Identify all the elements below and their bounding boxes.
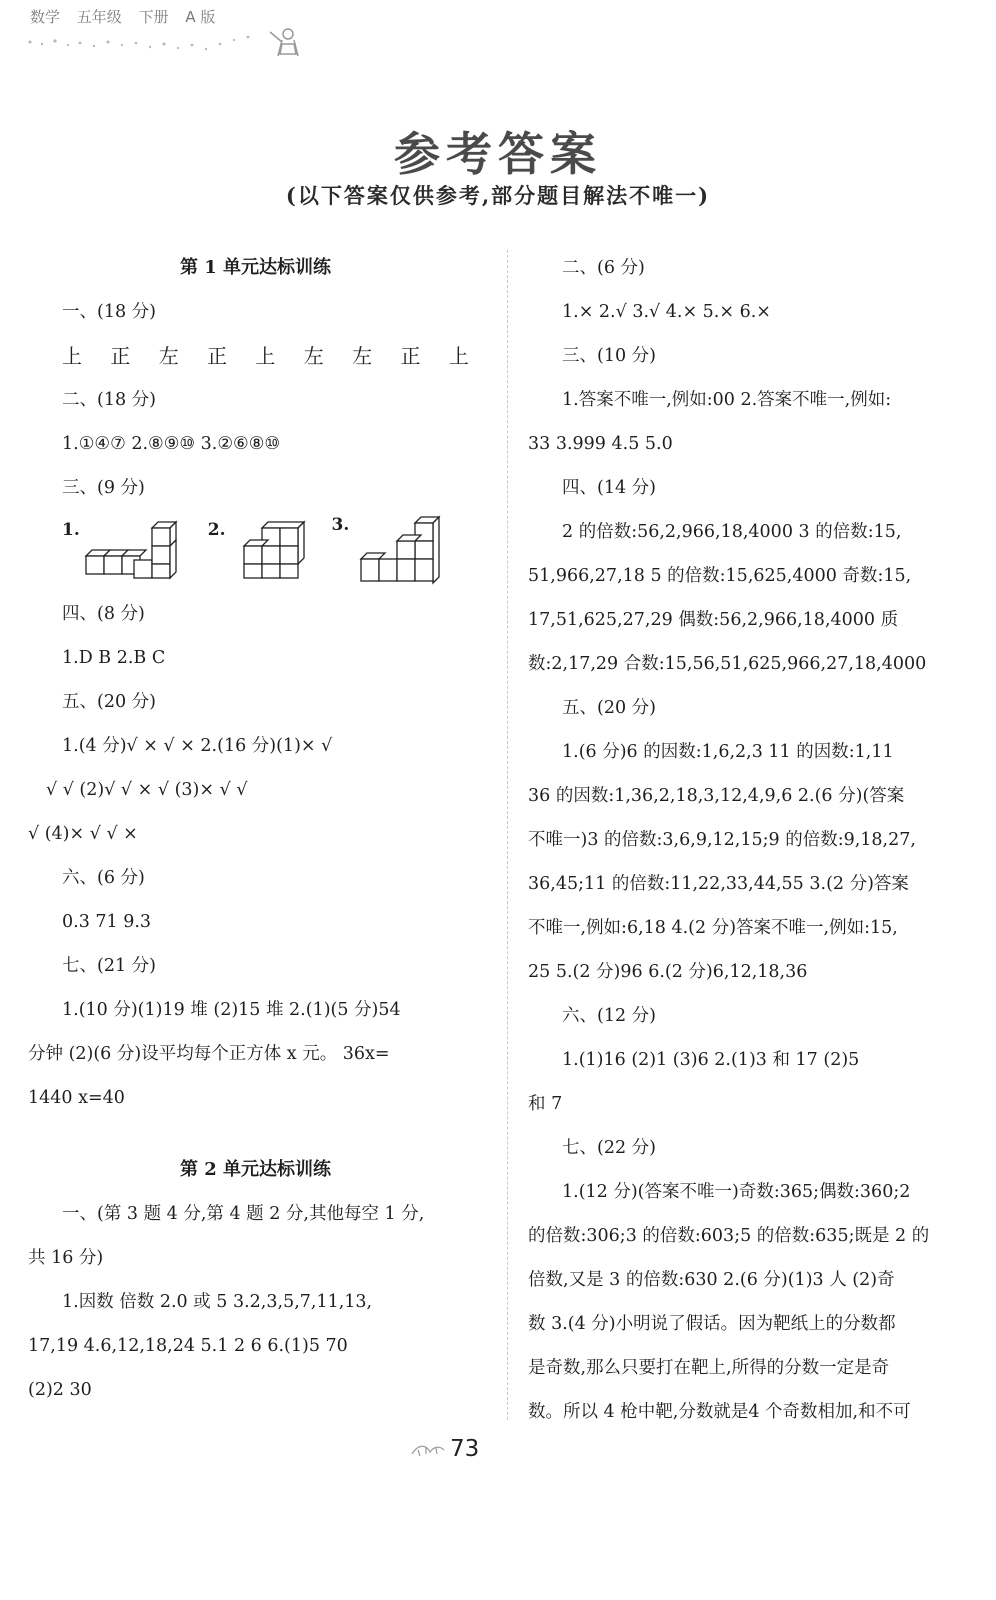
column-divider [507, 250, 508, 1420]
page-subtitle: (以下答案仅供参考,部分题目解法不唯一) [285, 183, 711, 208]
right-column [528, 246, 966, 1434]
answer-line: 数 3.(4 分)小明说了假话。因为靶纸上的分数都 [528, 1314, 896, 1334]
unit1-title: 第 1 单元达标训练 [179, 257, 332, 278]
section-heading: 五、(20 分) [62, 692, 156, 712]
answer-line: 1.(1)16 (2)1 (3)6 2.(1)3 和 17 (2)5 [562, 1050, 860, 1070]
answer-line: 1.(12 分)(答案不唯一)奇数:365;偶数:360;2 [562, 1182, 911, 1202]
answer-line: 1.× 2.√ 3.√ 4.× 5.× 6.× [562, 302, 771, 322]
answer-line: 1.D B 2.B C [62, 648, 166, 668]
answer-line: 和 7 [528, 1094, 563, 1114]
section-heading: 二、(6 分) [562, 258, 645, 278]
header-subject: 数学 [30, 8, 61, 26]
cube-figure-1 [62, 520, 182, 582]
section-heading: 四、(14 分) [562, 478, 656, 498]
cube-label: 2. [207, 520, 226, 540]
answer-line: 不唯一)3 的倍数:3,6,9,12,15;9 的倍数:9,18,27, [528, 830, 916, 850]
cube-label: 1. [62, 520, 80, 540]
section-heading: 六、(12 分) [562, 1006, 656, 1026]
page-header [30, 6, 227, 27]
section-heading: 七、(22 分) [562, 1138, 656, 1158]
answer-line: 数:2,17,29 合数:15,56,51,625,966,27,18,4000 [528, 654, 927, 674]
section-heading: 三、(9 分) [62, 478, 145, 498]
answer-line: 51,966,27,18 5 的倍数:15,625,4000 奇数:15, [528, 566, 912, 586]
answer-line: 36,45;11 的倍数:11,22,33,44,55 3.(2 分)答案 [528, 874, 909, 894]
answer-line: 0.3 71 9.3 [62, 912, 152, 932]
section-heading: 七、(21 分) [62, 956, 156, 976]
section-heading: 一、(第 3 题 4 分,第 4 题 2 分,其他每空 1 分, [62, 1204, 425, 1224]
header-grade: 五年级 [76, 8, 122, 26]
answer-line: 1440 x=40 [28, 1088, 125, 1108]
left-column [28, 246, 483, 1412]
answer-line: 1.(10 分)(1)19 堆 (2)15 堆 2.(1)(5 分)54 [62, 1000, 401, 1020]
header-term: 下册 [138, 8, 169, 26]
answer-line: √ √ (2)√ √ × √ (3)× √ √ [46, 780, 248, 800]
cube-figures [28, 510, 483, 592]
answer-line: 1.(4 分)√ × √ × 2.(16 分)(1)× √ [62, 736, 333, 756]
unit2-title: 第 2 单元达标训练 [179, 1159, 332, 1180]
cube-figure-2 [208, 520, 306, 582]
answer-line: 33 3.999 4.5 5.0 [528, 434, 673, 454]
answer-line: 2 的倍数:56,2,966,18,4000 3 的倍数:15, [562, 522, 902, 542]
answer-line: 不唯一,例如:6,18 4.(2 分)答案不唯一,例如:15, [528, 918, 898, 938]
cube-figure-3 [332, 515, 452, 587]
answer-line: 的倍数:306;3 的倍数:603;5 的倍数:635;既是 2 的 [528, 1226, 930, 1246]
section-heading: 二、(18 分) [62, 390, 156, 410]
answer-line: 倍数,又是 3 的倍数:630 2.(6 分)(1)3 人 (2)奇 [528, 1270, 895, 1290]
cube-stack-icon [351, 515, 451, 587]
answer-line: 分钟 (2)(6 分)设平均每个正方体 x 元。 36x= [28, 1044, 390, 1064]
answer-line: (2)2 30 [28, 1380, 92, 1400]
answer-line: 1.因数 倍数 2.0 或 5 3.2,3,5,7,11,13, [62, 1292, 373, 1312]
section-heading: 四、(8 分) [62, 604, 145, 624]
header-edition: A 版 [185, 8, 216, 26]
answer-line: 1.答案不唯一,例如:00 2.答案不唯一,例如: [562, 390, 892, 410]
answer-line: 25 5.(2 分)96 6.(2 分)6,12,18,36 [528, 962, 808, 982]
answer-line: 1.①④⑦ 2.⑧⑨⑩ 3.②⑥⑧⑩ [62, 434, 281, 454]
header-decoration-icon [20, 28, 320, 58]
answer-line: 数。所以 4 枪中靶,分数就是4 个奇数相加,和不可 [528, 1402, 911, 1422]
page-title: 参考答案 [394, 127, 602, 181]
page-number: 73 [450, 1436, 480, 1462]
answer-line: 36 的因数:1,36,2,18,3,12,4,9,6 2.(6 分)(答案 [528, 786, 905, 806]
cube-stack-icon [82, 520, 182, 582]
answer-line: 17,51,625,27,29 偶数:56,2,966,18,4000 质 [528, 610, 899, 630]
section-heading: 五、(20 分) [562, 698, 656, 718]
answer-line: √ (4)× √ √ × [28, 824, 138, 844]
answer-line: 17,19 4.6,12,18,24 5.1 2 6 6.(1)5 70 [28, 1336, 348, 1356]
answer-line: 上 正 左 正 上 左 左 正 上 [62, 344, 480, 368]
section-heading: 三、(10 分) [562, 346, 656, 366]
answer-line: 1.(6 分)6 的因数:1,6,2,3 11 的因数:1,11 [562, 742, 894, 762]
leaf-ornament-icon [410, 1440, 446, 1460]
answer-line: 是奇数,那么只要打在靶上,所得的分数一定是奇 [528, 1358, 890, 1378]
section-heading: 一、(18 分) [62, 302, 156, 322]
section-heading: 六、(6 分) [62, 868, 145, 888]
cube-stack-icon [228, 520, 306, 582]
cube-label: 3. [331, 515, 350, 535]
answer-line: 共 16 分) [28, 1248, 104, 1268]
